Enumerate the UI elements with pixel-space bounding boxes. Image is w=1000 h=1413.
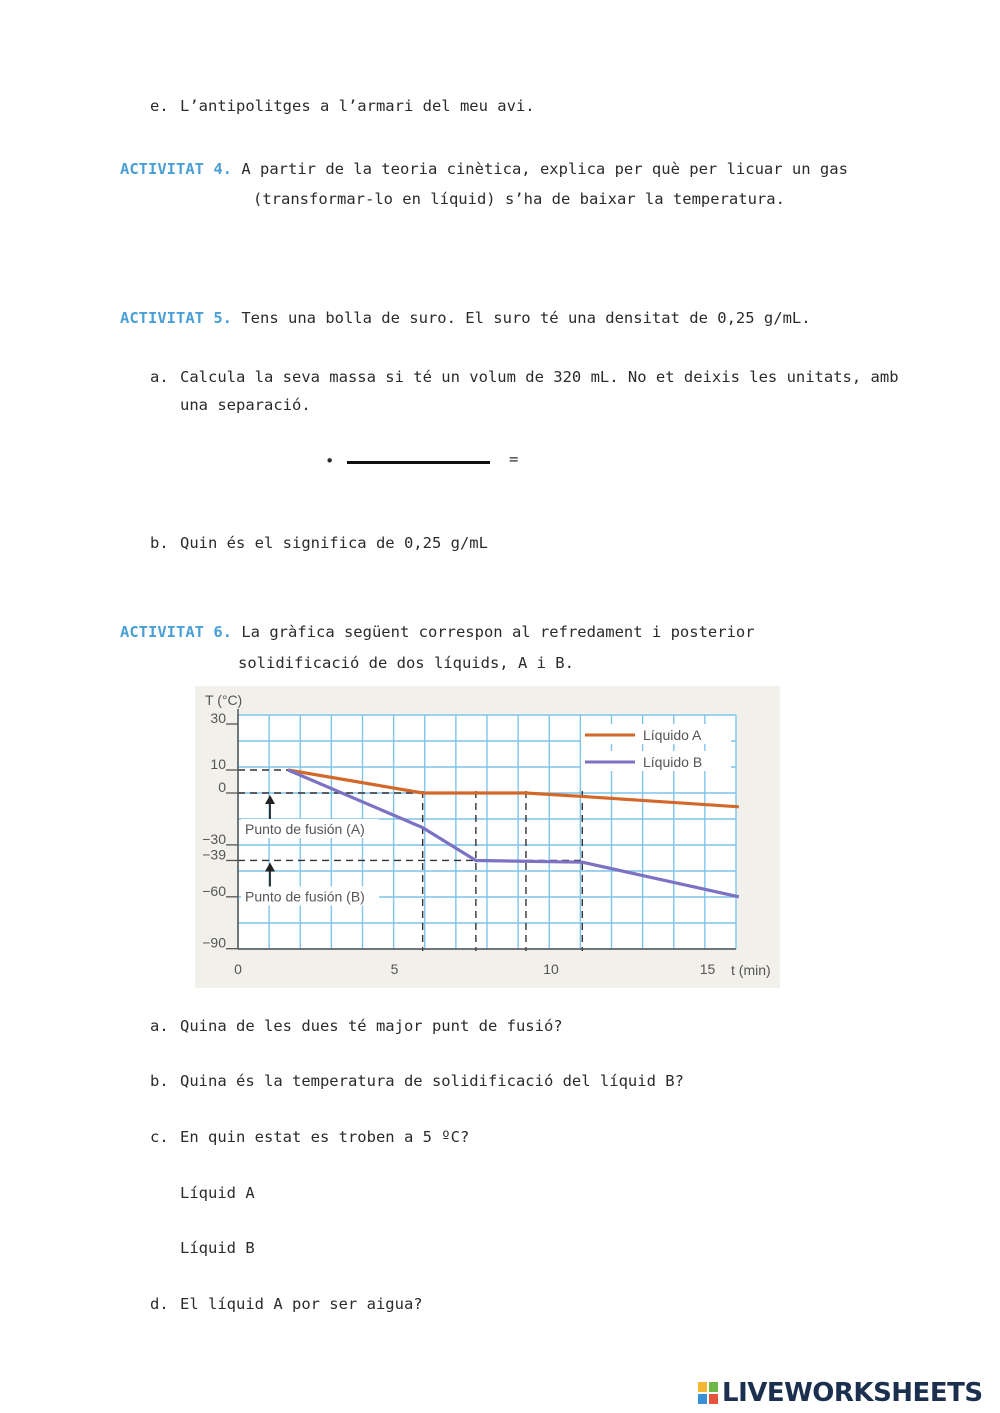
q6c-label: c. [150,1128,169,1146]
activity-6-heading [120,623,755,641]
formula-equals: = [509,450,519,468]
fraction-line [347,461,490,464]
logo-text: LIVEWORKSHEETS [722,1378,983,1408]
annotation-label: Punto de fusión (B) [245,888,365,905]
question-a-line-1: Calcula la seva massa si té un volum de 320 mL. No et deixis les unitats, amb [180,368,899,386]
item-e [150,97,535,115]
y-tick-label: −90 [202,934,226,951]
q6b-text: Quina és la temperatura de solidificació del líquid B? [180,1072,684,1090]
q6a-label: a. [150,1017,169,1035]
question-b-text: Quin és el significa de 0,25 g/mL [180,534,488,552]
chart-ylabel: T (°C) [205,692,243,708]
activity-6-question-a [150,1017,563,1035]
item-e-text: L’antipolitges a l’armari del meu avi. [180,97,535,115]
liveworksheets-logo [697,1378,983,1408]
legend-label: Líquido B [643,754,703,770]
activity-6-question-c [150,1128,469,1146]
activity-4-line-1: A partir de la teoria cinètica, explica per què per licuar un gas [241,160,848,178]
q6b-label: b. [150,1072,169,1090]
activity-6-title: ACTIVITAT 6. [120,623,232,641]
q6c-text: En quin estat es troben a 5 ºC? [180,1128,470,1146]
x-tick-label: 15 [699,961,716,977]
answer-liquid-a: Líquid A [180,1184,255,1202]
activity-6-question-b [150,1072,684,1090]
y-tick-label: 30 [210,710,226,726]
item-e-label: e. [150,97,169,115]
y-tick-label: 0 [218,779,226,795]
q6a-text: Quina de les dues té major punt de fusió? [180,1017,563,1035]
chart-xlabel: t (min) [731,962,771,978]
logo-square-4 [709,1394,718,1404]
activity-4-heading [120,160,848,178]
answer-liquid-b: Líquid B [180,1239,255,1257]
activity-5-text: Tens una bolla de suro. El suro té una densitat de 0,25 g/mL. [241,309,811,327]
logo-square-3 [698,1394,707,1404]
activity-6-line-1: La gràfica següent correspon al refredament i posterior [241,623,755,641]
y-tick-label: 10 [210,756,226,772]
activity-5-question-a-line-2: una separació. [180,396,311,414]
annotation-label: Punto de fusión (A) [245,821,365,837]
activity-6-question-d [150,1295,423,1313]
activity-5-question-a [150,368,899,386]
logo-mark-icon [697,1381,719,1405]
y-tick-label: −30 [202,830,226,847]
question-b-label: b. [150,534,169,552]
formula-dot: • [325,452,335,470]
q6d-text: El líquid A por ser aigua? [180,1295,423,1313]
activity-5-question-b [150,534,488,552]
activity-4-line-2: (transformar-lo en líquid) s’ha de baixar la temperatura. [253,190,785,208]
y-tick-label: −60 [202,882,226,899]
activity-4-title: ACTIVITAT 4. [120,160,232,178]
logo-square-1 [698,1382,707,1392]
question-a-label: a. [150,368,169,386]
x-tick-label: 10 [543,961,559,977]
y-tick-label: −39 [202,846,226,863]
activity-6-line-2: solidificació de dos líquids, A i B. [238,654,574,672]
cooling-chart [195,686,780,988]
legend-label: Líquido A [643,727,702,743]
activity-5-heading [120,309,811,327]
logo-square-2 [709,1382,718,1392]
q6d-label: d. [150,1295,169,1313]
x-tick-label: 5 [390,961,399,977]
activity-5-title: ACTIVITAT 5. [120,309,232,327]
x-tick-label: 0 [234,961,242,977]
